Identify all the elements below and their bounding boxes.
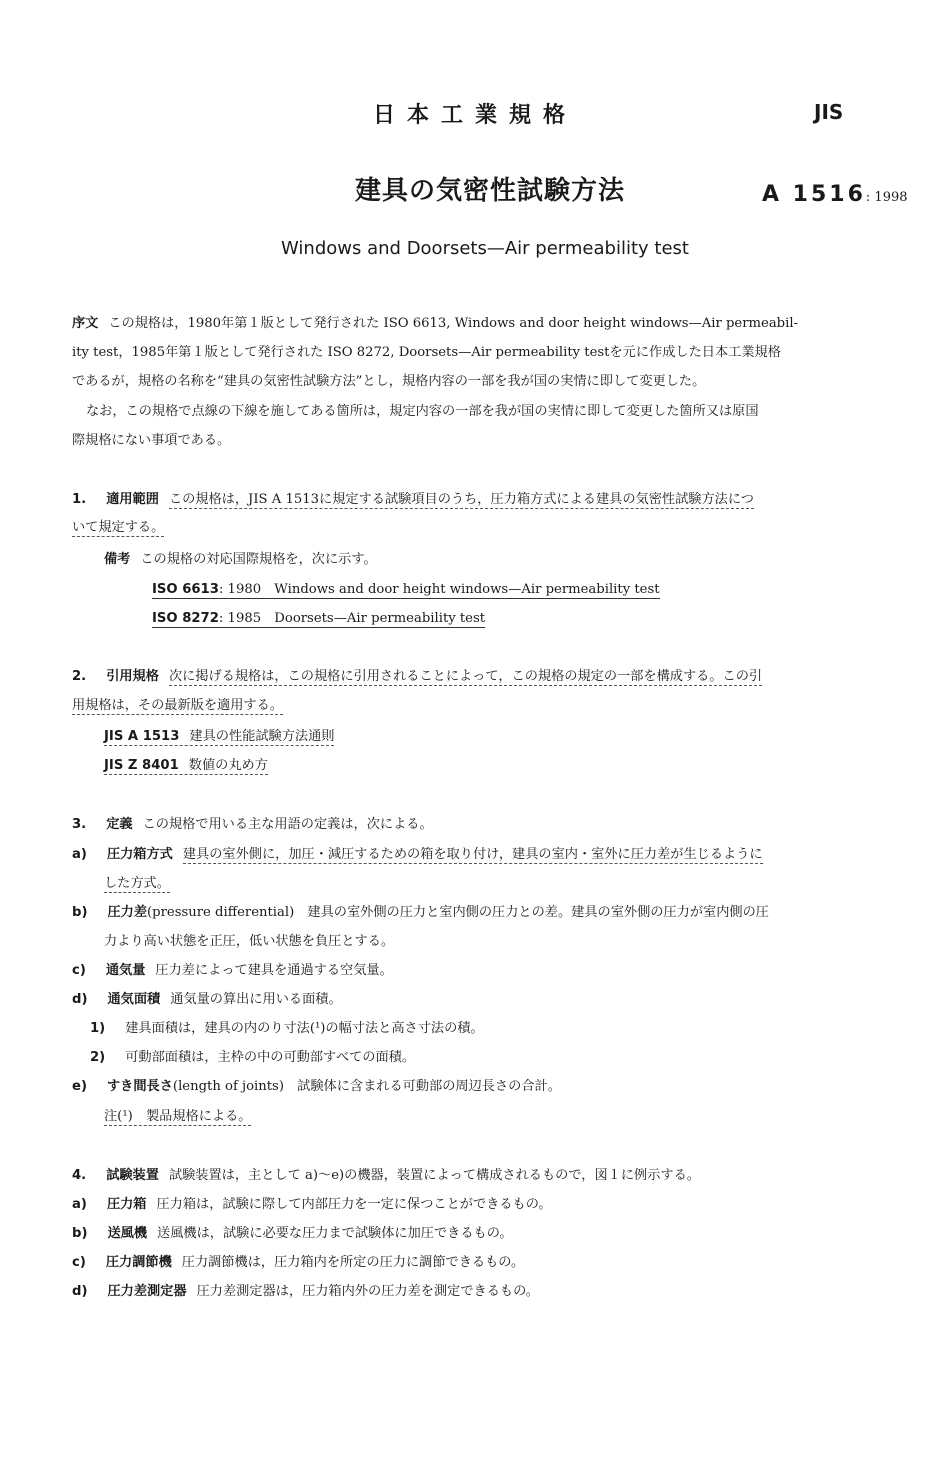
section-number: 2. [72,669,87,684]
remarks-heading: 備考 [104,552,131,567]
document-number-code: A 1516 [762,182,866,207]
footnote: 注(¹) 製品規格による。 [104,1109,252,1124]
term: 送風機 [107,1226,148,1241]
document-number [762,182,908,207]
foreword-heading: 序文 [72,316,99,331]
apparatus-item: d) 圧力差測定器 圧力差測定器は，圧力箱内外の圧力差を測定できるもの。 [72,1284,539,1299]
apparatus-item: b) 送風機 送風機は，試験に必要な圧力まで試験体に加圧できるもの。 [72,1226,513,1241]
document-year: : 1998 [865,190,908,205]
section-2-line: 用規格は，その最新版を適用する。 [72,698,283,713]
document-title: 建具の気密性試験方法 [354,176,625,206]
section-3-line: 3. 定義 この規格で用いる主な用語の定義は，次による。 [72,817,433,832]
reference-item: JIS A 1513 建具の性能試験方法通則 [104,729,335,744]
definition-item: 力より高い状態を正圧，低い状態を負圧とする。 [104,934,395,949]
term: 通気面積 [107,992,161,1007]
foreword-line: ity test，1985年第１版として発行された ISO 8272, Doorsets—Air permeability testを元に作成した日本工業規格 [72,345,781,360]
section-number: 3. [72,817,87,832]
reference-code: JIS A 1513 [104,729,180,744]
term: 圧力箱方式 [106,847,173,862]
reference-code: ISO 8272 [152,611,219,626]
definition-item: e) すき間長さ(length of joints) 試験体に含まれる可動部の周辺長さの合計。 [72,1079,561,1094]
foreword-line: なお，この規格で点線の下線を施してある箇所は，規定内容の一部を我が国の実情に即して変更した箇所又は原国 [86,404,759,419]
term: 圧力差 [107,905,148,920]
section-1-line: いて規定する。 [72,520,165,535]
term: 通気量 [105,963,146,978]
term: 圧力差測定器 [107,1284,187,1299]
term: 圧力調節機 [105,1255,172,1270]
foreword-line: 序文 この規格は，1980年第１版として発行された ISO 6613, Windows and door height windows—Air permeabil- [72,316,799,331]
jis-mark: JIS [814,100,844,124]
reference-item: ISO 6613: 1980 Windows and door height windows—Air permeability test [152,582,660,597]
foreword-line: 際規格にない事項である。 [72,433,231,448]
standard-type-title: 日本工業規格 [372,103,577,128]
foreword-line: であるが，規格の名称を“建具の気密性試験方法”とし，規格内容の一部を我が国の実情に即して変更した。 [72,374,706,389]
definition-item: c) 通気量 圧力差によって建具を通過する空気量。 [72,963,393,978]
english-title: Windows and Doorsets—Air permeability test [281,238,689,259]
section-number: 4. [72,1168,87,1183]
definition-item: d) 通気面積 通気量の算出に用いる面積。 [72,992,342,1007]
section-heading: 試験装置 [106,1168,159,1183]
term: すき間長さ [106,1079,173,1094]
section-number: 1. [72,492,87,507]
section-1-line: 1. 適用範囲 この規格は，JIS A 1513に規定する試験項目のうち，圧力箱方式による建具の気密性試験方法につ [72,492,754,507]
definition-item: b) 圧力差(pressure differential) 建具の室外側の圧力と室内側の圧力との差。建具の室外側の圧力が室内側の圧 [72,905,769,920]
remarks: 備考 この規格の対応国際規格を，次に示す。 [104,552,377,567]
section-heading: 定義 [106,817,133,832]
sub-item: 2) 可動部面積は，主枠の中の可動部すべての面積。 [90,1050,416,1065]
section-4-line: 4. 試験装置 試験装置は，主として a)～e)の機器，装置によって構成されるもので，図１に例示する。 [72,1168,700,1183]
reference-code: ISO 6613 [152,582,219,597]
term: 圧力箱 [106,1197,147,1212]
section-2-line: 2. 引用規格 次に掲げる規格は，この規格に引用されることによって，この規格の規定の一部を構成する。この引 [72,669,763,684]
reference-item: JIS Z 8401 数値の丸め方 [104,758,268,773]
reference-item: ISO 8272: 1985 Doorsets—Air permeability test [152,611,486,626]
definition-item: した方式。 [104,876,170,891]
section-heading: 適用範囲 [106,492,159,507]
definition-item: a) 圧力箱方式 建具の室外側に，加圧・減圧するための箱を取り付け，建具の室内・室外に圧力差が生じるように [72,847,763,862]
reference-code: JIS Z 8401 [104,758,179,773]
apparatus-item: c) 圧力調節機 圧力調節機は，圧力箱内を所定の圧力に調節できるもの。 [72,1255,525,1270]
section-heading: 引用規格 [106,669,159,684]
apparatus-item: a) 圧力箱 圧力箱は，試験に際して内部圧力を一定に保つことができるもの。 [72,1197,552,1212]
sub-item: 1) 建具面積は，建具の内のり寸法(¹)の幅寸法と高さ寸法の積。 [90,1021,484,1036]
